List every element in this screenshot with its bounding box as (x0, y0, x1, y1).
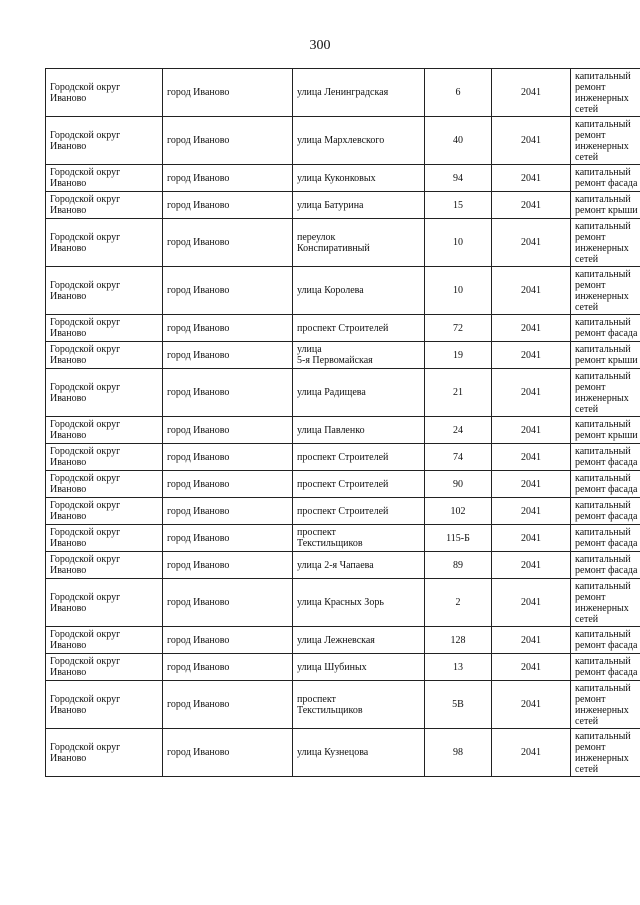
street-cell-text: улица Радищева (297, 387, 366, 398)
house-number-cell (425, 579, 492, 627)
year-cell (492, 552, 571, 579)
year-cell (492, 525, 571, 552)
district-cell (46, 342, 163, 369)
street-cell-text: улица Мархлевского (297, 135, 385, 146)
city-cell (163, 498, 293, 525)
street-cell (293, 729, 425, 777)
district-cell-text: Городской округ Иваново (50, 279, 121, 302)
house-number-cell (425, 444, 492, 471)
city-cell-text: город Иваново (167, 424, 230, 436)
house-number-cell-text: 13 (453, 661, 463, 673)
page-number: 300 (309, 38, 331, 53)
district-cell (46, 498, 163, 525)
street-cell (293, 369, 425, 417)
work-type-cell (571, 498, 640, 525)
work-type-cell-text: капитальный ремонт фасада (575, 629, 638, 651)
city-cell (163, 627, 293, 654)
work-type-cell-text: капитальный ремонт крыши (575, 419, 638, 441)
city-cell (163, 471, 293, 498)
year-cell (492, 342, 571, 369)
street-cell (293, 342, 425, 369)
year-cell (492, 579, 571, 627)
city-cell (163, 69, 293, 117)
year-cell-text: 2041 (521, 322, 541, 334)
table-row (46, 267, 640, 315)
year-cell-text: 2041 (521, 505, 541, 517)
district-cell-text: Городской округ Иваново (50, 693, 121, 716)
table-row (46, 117, 640, 165)
work-type-cell-text: капитальный ремонт инженерных сетей (575, 580, 631, 625)
street-cell-text: улица Красных Зорь (297, 597, 384, 608)
city-cell-text: город Иваново (167, 237, 230, 248)
street-cell-text: переулок Конспиративный (297, 231, 370, 254)
year-cell-text: 2041 (521, 387, 541, 398)
year-cell-text: 2041 (521, 349, 541, 361)
street-cell-text: улица Батурина (297, 199, 364, 211)
house-number-cell-text: 15 (453, 199, 463, 211)
house-number-cell (425, 369, 492, 417)
city-cell-text: город Иваново (167, 661, 230, 673)
district-cell (46, 579, 163, 627)
district-cell (46, 219, 163, 267)
street-cell-text: улица Павленко (297, 424, 365, 436)
district-cell (46, 165, 163, 192)
house-number-cell (425, 654, 492, 681)
work-type-cell-text: капитальный ремонт фасада (575, 167, 638, 189)
year-cell-text: 2041 (521, 135, 541, 146)
city-cell-text: город Иваново (167, 349, 230, 361)
district-cell (46, 525, 163, 552)
street-cell (293, 471, 425, 498)
work-type-cell-text: капитальный ремонт фасада (575, 554, 638, 576)
work-type-cell-text: капитальный ремонт фасада (575, 473, 638, 495)
street-cell (293, 681, 425, 729)
district-cell-text: Городской округ Иваново (50, 656, 121, 678)
year-cell (492, 471, 571, 498)
house-number-cell-text: 74 (453, 451, 463, 463)
district-cell-text: Городской округ Иваново (50, 554, 121, 576)
year-cell (492, 192, 571, 219)
year-cell (492, 117, 571, 165)
city-cell (163, 579, 293, 627)
street-cell (293, 627, 425, 654)
street-cell-text: проспект Строителей (297, 322, 389, 334)
street-cell (293, 552, 425, 579)
street-cell (293, 165, 425, 192)
city-cell-text: город Иваново (167, 597, 230, 608)
house-number-cell (425, 552, 492, 579)
house-number-cell-text: 2 (455, 597, 461, 608)
street-cell-text: проспект Строителей (297, 478, 389, 490)
work-type-cell (571, 369, 640, 417)
house-number-cell-text: 10 (453, 285, 463, 296)
work-type-cell (571, 552, 640, 579)
street-cell (293, 69, 425, 117)
work-type-cell-text: капитальный ремонт крыши (575, 344, 638, 366)
year-cell (492, 444, 571, 471)
year-cell-text: 2041 (521, 747, 541, 758)
district-cell-text: Городской округ Иваново (50, 500, 121, 522)
work-type-cell (571, 117, 640, 165)
work-type-cell (571, 654, 640, 681)
street-cell (293, 117, 425, 165)
city-cell (163, 654, 293, 681)
street-cell (293, 444, 425, 471)
street-cell-text: улица 5-я Первомайская (297, 344, 373, 366)
table-row (46, 315, 640, 342)
district-cell (46, 369, 163, 417)
district-cell (46, 471, 163, 498)
city-cell-text: город Иваново (167, 505, 230, 517)
district-cell (46, 417, 163, 444)
house-number-cell (425, 498, 492, 525)
work-type-cell (571, 315, 640, 342)
house-number-cell (425, 69, 492, 117)
work-type-cell (571, 69, 640, 117)
district-cell-text: Городской округ Иваново (50, 446, 121, 468)
district-cell-text: Городской округ Иваново (50, 591, 121, 614)
house-number-cell-text: 10 (453, 237, 463, 248)
year-cell-text: 2041 (521, 559, 541, 571)
house-number-cell-text: 102 (450, 505, 466, 517)
house-number-cell (425, 342, 492, 369)
table-row (46, 525, 640, 552)
street-cell-text: проспект Текстильщиков (297, 693, 363, 716)
work-type-cell-text: капитальный ремонт инженерных сетей (575, 730, 631, 775)
house-number-cell-text: 128 (450, 634, 466, 646)
repair-schedule-table (45, 68, 640, 777)
city-cell-text: город Иваново (167, 634, 230, 646)
work-type-cell-text: капитальный ремонт фасада (575, 500, 638, 522)
work-type-cell (571, 579, 640, 627)
year-cell-text: 2041 (521, 199, 541, 211)
street-cell-text: улица Кузнецова (297, 747, 369, 758)
house-number-cell-text: 89 (453, 559, 463, 571)
street-cell-text: улица Куконковых (297, 172, 376, 184)
house-number-cell-text: 21 (453, 387, 463, 398)
year-cell-text: 2041 (521, 451, 541, 463)
year-cell-text: 2041 (521, 699, 541, 710)
year-cell (492, 417, 571, 444)
district-cell-text: Городской округ Иваново (50, 381, 121, 404)
year-cell-text: 2041 (521, 478, 541, 490)
city-cell (163, 444, 293, 471)
house-number-cell (425, 117, 492, 165)
house-number-cell (425, 417, 492, 444)
district-cell-text: Городской округ Иваново (50, 129, 121, 152)
year-cell-text: 2041 (521, 634, 541, 646)
street-cell-text: проспект Строителей (297, 451, 389, 463)
year-cell-text: 2041 (521, 424, 541, 436)
city-cell-text: город Иваново (167, 135, 230, 146)
city-cell-text: город Иваново (167, 451, 230, 463)
house-number-cell (425, 627, 492, 654)
district-cell (46, 729, 163, 777)
work-type-cell-text: капитальный ремонт фасада (575, 317, 638, 339)
year-cell (492, 627, 571, 654)
district-cell-text: Городской округ Иваново (50, 231, 121, 254)
work-type-cell (571, 417, 640, 444)
house-number-cell (425, 267, 492, 315)
city-cell-text: город Иваново (167, 172, 230, 184)
work-type-cell-text: капитальный ремонт фасада (575, 446, 638, 468)
work-type-cell-text: капитальный ремонт инженерных сетей (575, 70, 631, 115)
district-cell-text: Городской округ Иваново (50, 741, 121, 764)
year-cell (492, 267, 571, 315)
street-cell (293, 315, 425, 342)
street-cell (293, 525, 425, 552)
street-cell (293, 654, 425, 681)
city-cell (163, 165, 293, 192)
district-cell-text: Городской округ Иваново (50, 81, 121, 104)
house-number-cell-text: 115-Б (446, 532, 470, 544)
house-number-cell (425, 192, 492, 219)
city-cell (163, 342, 293, 369)
work-type-cell-text: капитальный ремонт инженерных сетей (575, 682, 631, 727)
year-cell-text: 2041 (521, 532, 541, 544)
table-row (46, 342, 640, 369)
street-cell-text: улица Королева (297, 285, 364, 296)
year-cell (492, 69, 571, 117)
house-number-cell-text: 94 (453, 172, 463, 184)
district-cell (46, 267, 163, 315)
street-cell (293, 219, 425, 267)
city-cell-text: город Иваново (167, 478, 230, 490)
work-type-cell-text: капитальный ремонт инженерных сетей (575, 118, 631, 163)
street-cell (293, 417, 425, 444)
year-cell (492, 729, 571, 777)
city-cell-text: город Иваново (167, 87, 230, 98)
work-type-cell (571, 525, 640, 552)
house-number-cell-text: 6 (455, 87, 461, 98)
district-cell-text: Городской округ Иваново (50, 419, 121, 441)
street-cell (293, 192, 425, 219)
city-cell (163, 219, 293, 267)
city-cell-text: город Иваново (167, 387, 230, 398)
table-row (46, 579, 640, 627)
table-body (46, 69, 640, 777)
district-cell (46, 627, 163, 654)
work-type-cell-text: капитальный ремонт инженерных сетей (575, 220, 631, 265)
year-cell (492, 654, 571, 681)
house-number-cell (425, 471, 492, 498)
street-cell (293, 267, 425, 315)
district-cell-text: Городской округ Иваново (50, 167, 121, 189)
city-cell (163, 117, 293, 165)
street-cell-text: проспект Текстильщиков (297, 527, 363, 549)
city-cell (163, 729, 293, 777)
house-number-cell-text: 98 (453, 747, 463, 758)
city-cell-text: город Иваново (167, 322, 230, 334)
work-type-cell (571, 471, 640, 498)
city-cell-text: город Иваново (167, 199, 230, 211)
work-type-cell (571, 681, 640, 729)
street-cell (293, 579, 425, 627)
year-cell (492, 369, 571, 417)
house-number-cell (425, 315, 492, 342)
year-cell-text: 2041 (521, 597, 541, 608)
house-number-cell (425, 681, 492, 729)
house-number-cell (425, 525, 492, 552)
city-cell (163, 525, 293, 552)
district-cell (46, 681, 163, 729)
work-type-cell (571, 627, 640, 654)
year-cell-text: 2041 (521, 87, 541, 98)
house-number-cell (425, 729, 492, 777)
table-row (46, 729, 640, 777)
district-cell-text: Городской округ Иваново (50, 629, 121, 651)
year-cell (492, 219, 571, 267)
street-cell-text: проспект Строителей (297, 505, 389, 517)
house-number-cell-text: 90 (453, 478, 463, 490)
table-row (46, 627, 640, 654)
house-number-cell (425, 165, 492, 192)
year-cell (492, 315, 571, 342)
street-cell-text: улица 2-я Чапаева (297, 559, 374, 571)
district-cell (46, 444, 163, 471)
district-cell-text: Городской округ Иваново (50, 344, 121, 366)
house-number-cell-text: 72 (453, 322, 463, 334)
city-cell (163, 681, 293, 729)
city-cell-text: город Иваново (167, 285, 230, 296)
city-cell-text: город Иваново (167, 532, 230, 544)
street-cell-text: улица Лежневская (297, 634, 375, 646)
city-cell (163, 369, 293, 417)
table-row (46, 219, 640, 267)
district-cell (46, 315, 163, 342)
district-cell-text: Городской округ Иваново (50, 527, 121, 549)
year-cell-text: 2041 (521, 172, 541, 184)
district-cell (46, 117, 163, 165)
work-type-cell (571, 219, 640, 267)
street-cell (293, 498, 425, 525)
house-number-cell (425, 219, 492, 267)
work-type-cell (571, 342, 640, 369)
table-row (46, 498, 640, 525)
work-type-cell-text: капитальный ремонт фасада (575, 656, 638, 678)
table-row (46, 471, 640, 498)
work-type-cell-text: капитальный ремонт инженерных сетей (575, 268, 631, 313)
work-type-cell (571, 729, 640, 777)
district-cell-text: Городской округ Иваново (50, 317, 121, 339)
city-cell (163, 417, 293, 444)
house-number-cell-text: 24 (453, 424, 463, 436)
table-row (46, 444, 640, 471)
table-row (46, 417, 640, 444)
district-cell (46, 552, 163, 579)
work-type-cell-text: капитальный ремонт фасада (575, 527, 638, 549)
year-cell-text: 2041 (521, 237, 541, 248)
table-row (46, 369, 640, 417)
city-cell (163, 267, 293, 315)
table-row (46, 681, 640, 729)
city-cell-text: город Иваново (167, 747, 230, 758)
street-cell-text: улица Ленинградская (297, 87, 389, 98)
table-row (46, 552, 640, 579)
work-type-cell-text: капитальный ремонт инженерных сетей (575, 370, 631, 415)
work-type-cell-text: капитальный ремонт крыши (575, 194, 638, 216)
city-cell (163, 192, 293, 219)
work-type-cell (571, 192, 640, 219)
work-type-cell (571, 267, 640, 315)
house-number-cell-text: 5В (452, 699, 464, 710)
work-type-cell (571, 444, 640, 471)
city-cell (163, 315, 293, 342)
year-cell (492, 165, 571, 192)
year-cell (492, 681, 571, 729)
table-row (46, 654, 640, 681)
city-cell-text: город Иваново (167, 699, 230, 710)
year-cell (492, 498, 571, 525)
house-number-cell-text: 40 (453, 135, 463, 146)
district-cell-text: Городской округ Иваново (50, 473, 121, 495)
year-cell-text: 2041 (521, 285, 541, 296)
work-type-cell (571, 165, 640, 192)
table-row (46, 192, 640, 219)
city-cell (163, 552, 293, 579)
table-row (46, 69, 640, 117)
city-cell-text: город Иваново (167, 559, 230, 571)
district-cell (46, 654, 163, 681)
district-cell (46, 192, 163, 219)
year-cell-text: 2041 (521, 661, 541, 673)
street-cell-text: улица Шубиных (297, 661, 367, 673)
district-cell-text: Городской округ Иваново (50, 194, 121, 216)
table-row (46, 165, 640, 192)
house-number-cell-text: 19 (453, 349, 463, 361)
district-cell (46, 69, 163, 117)
